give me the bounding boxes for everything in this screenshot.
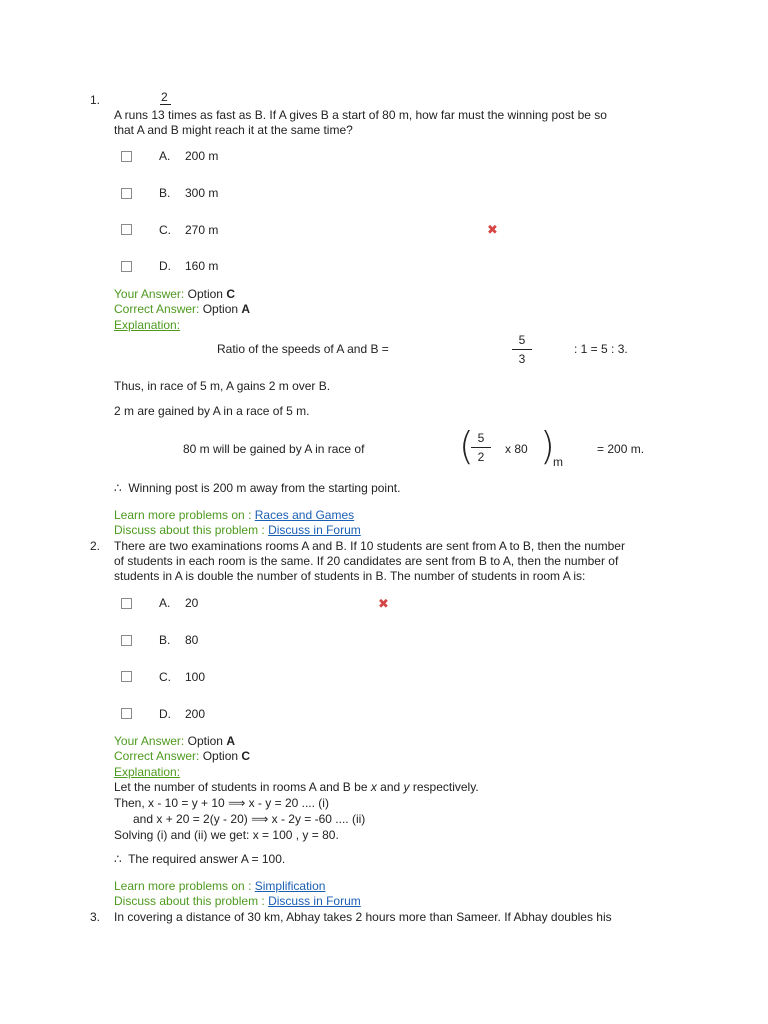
q2-correct-answer-value: C: [241, 749, 251, 763]
q2-exp1-start: Let the number of students in rooms A and B be: [114, 780, 371, 794]
q1-eighty-numerator: 5: [477, 431, 485, 445]
q2-option-a-checkbox[interactable]: [121, 598, 132, 609]
q1-line1-rest: times as fast as B. If A gives B a start of 80 m, how far must the winning post be so: [164, 108, 607, 122]
q1-learn-label: Learn more problems on :: [114, 508, 252, 522]
q1-eighty-mult: x 80: [505, 442, 528, 456]
q1-discuss-link[interactable]: Discuss in Forum: [268, 523, 361, 537]
therefore-icon: ∴: [114, 852, 122, 866]
q2-exp1-x: x: [370, 780, 377, 794]
q1-line1-start: A runs 1: [114, 108, 159, 122]
q2-learn-more: [114, 879, 325, 894]
q2-option-c-checkbox[interactable]: [121, 671, 132, 682]
q1-explanation-label[interactable]: Explanation:: [114, 318, 181, 332]
q2-question-line1: There are two examinations rooms A and B. If 10 students are sent from A to B, then the number: [114, 539, 625, 553]
q1-option-a-letter: A.: [159, 149, 171, 163]
q1-option-c-checkbox[interactable]: [121, 224, 132, 235]
q2-learn-label: Learn more problems on :: [114, 879, 252, 893]
q1-number: 1.: [90, 93, 101, 107]
q1-eighty-fraction: [471, 431, 491, 464]
q2-discuss: [114, 894, 361, 909]
q2-explanation-line2: Then, x - 10 = y + 10 ⟹ x - y = 20 .... (i): [114, 796, 329, 810]
cross-icon: ✖: [378, 596, 389, 611]
q2-option-d-checkbox[interactable]: [121, 708, 132, 719]
q2-option-d-text: 200: [185, 707, 206, 721]
q1-your-answer-prefix: Option: [187, 287, 227, 301]
q1-eighty-fraction-bar: [471, 447, 491, 448]
q2-your-answer-label: Your Answer:: [114, 734, 185, 748]
q1-ratio-denominator: 3: [518, 352, 526, 366]
q2-learn-link[interactable]: Simplification: [254, 879, 326, 893]
q2-question-line3: students in A is double the number of students in B. The number of students in room A is:: [114, 569, 586, 583]
q2-correct-answer-label: Correct Answer:: [114, 749, 200, 763]
q1-option-c-text: 270 m: [185, 223, 219, 237]
q2-number: 2.: [90, 539, 101, 553]
q1-option-b-letter: B.: [159, 186, 171, 200]
q1-option-c-letter: C.: [159, 223, 171, 237]
q1-correct-answer-label: Correct Answer:: [114, 302, 200, 316]
q1-your-answer-label: Your Answer:: [114, 287, 185, 301]
therefore-icon: ∴: [114, 481, 122, 495]
q1-question-line1: [114, 108, 607, 123]
q2-option-d-letter: D.: [159, 707, 171, 721]
q2-option-b-letter: B.: [159, 633, 171, 647]
q1-ratio-numerator: 5: [518, 333, 526, 347]
q1-option-a-checkbox[interactable]: [121, 151, 132, 162]
q1-fraction-denominator: 3: [158, 108, 165, 122]
q1-learn-link[interactable]: Races and Games: [254, 508, 355, 522]
q1-option-a-text: 200 m: [185, 149, 219, 163]
q2-explanation-label[interactable]: Explanation:: [114, 765, 181, 779]
q2-conclusion: [114, 852, 285, 867]
q1-correct-answer: [114, 302, 250, 317]
q1-option-b-checkbox[interactable]: [121, 188, 132, 199]
q1-gain-line: 2 m are gained by A in a race of 5 m.: [114, 404, 310, 418]
q2-explanation-line3: and x + 20 = 2(y - 20) ⟹ x - 2y = -60 .... (ii): [133, 812, 366, 826]
q2-discuss-label: Discuss about this problem :: [114, 894, 265, 908]
q1-ratio-text: Ratio of the speeds of A and B =: [217, 342, 389, 356]
q2-exp1-and: and: [376, 780, 404, 794]
q2-conclusion-text: The required answer A = 100.: [128, 852, 286, 866]
q1-eighty-text: 80 m will be gained by A in race of: [183, 442, 365, 456]
q1-thus-line: Thus, in race of 5 m, A gains 2 m over B.: [114, 379, 331, 393]
q2-your-answer: [114, 734, 235, 749]
q3-number: 3.: [90, 910, 101, 924]
q1-option-d-text: 160 m: [185, 259, 219, 273]
q2-your-answer-value: A: [226, 734, 235, 748]
q1-your-answer: [114, 287, 235, 302]
q1-correct-answer-value: A: [241, 302, 251, 316]
q2-exp1-y: y: [403, 780, 410, 794]
q1-ratio-tail: : 1 = 5 : 3.: [574, 342, 628, 356]
q2-option-a-letter: A.: [159, 596, 171, 610]
q2-explanation-line1: [114, 780, 479, 795]
q1-eighty-unit: m: [553, 455, 563, 469]
q1-your-answer-value: C: [226, 287, 235, 301]
q1-option-d-checkbox[interactable]: [121, 261, 132, 272]
q1-conclusion-text: Winning post is 200 m away from the starting point.: [128, 481, 401, 495]
q2-option-a-text: 20: [185, 596, 199, 610]
q1-ratio-fraction-bar: [512, 349, 532, 350]
q1-eighty-denominator: 2: [477, 450, 485, 464]
q1-conclusion: [114, 481, 400, 496]
q1-eighty-result: = 200 m.: [597, 442, 645, 456]
q1-option-b-text: 300 m: [185, 186, 219, 200]
q1-discuss: [114, 523, 361, 538]
q2-your-answer-prefix: Option: [187, 734, 227, 748]
q2-correct-answer: [114, 749, 250, 764]
q2-option-c-letter: C.: [159, 670, 171, 684]
q2-correct-answer-prefix: Option: [202, 749, 242, 763]
q1-left-paren: (: [459, 424, 474, 468]
cross-icon: ✖: [487, 222, 498, 237]
q1-right-paren: ): [540, 424, 555, 468]
q1-learn-more: [114, 508, 354, 523]
q2-discuss-link[interactable]: Discuss in Forum: [268, 894, 361, 908]
q2-explanation-line4: Solving (i) and (ii) we get: x = 100 , y = 80.: [114, 828, 339, 842]
q1-question-line2: that A and B might reach it at the same time?: [114, 123, 353, 137]
q1-fraction-bar: [160, 104, 171, 105]
q1-correct-answer-prefix: Option: [202, 302, 242, 316]
q2-option-c-text: 100: [185, 670, 206, 684]
q2-question-line2: of students in each room is the same. If 20 candidates are sent from B to A, then the number of: [114, 554, 619, 568]
q2-option-b-checkbox[interactable]: [121, 635, 132, 646]
q1-fraction-numerator: 2: [161, 90, 168, 104]
q3-question-line1: In covering a distance of 30 km, Abhay takes 2 hours more than Sameer. If Abhay doubles his: [114, 910, 612, 924]
q1-discuss-label: Discuss about this problem :: [114, 523, 265, 537]
q1-option-d-letter: D.: [159, 259, 171, 273]
q2-exp1-end: respectively.: [409, 780, 479, 794]
q2-option-b-text: 80: [185, 633, 199, 647]
q1-ratio-fraction: [512, 333, 532, 366]
